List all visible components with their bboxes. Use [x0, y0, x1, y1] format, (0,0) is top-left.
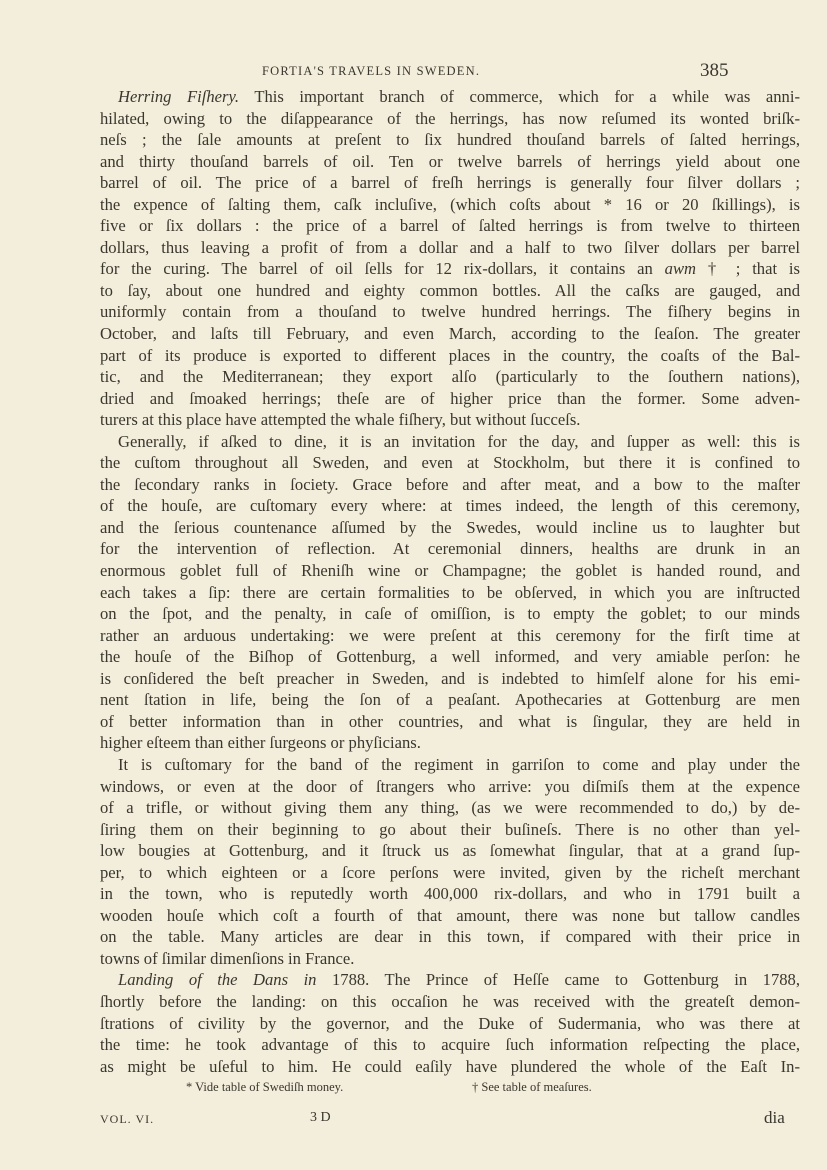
line-text: part of its produce is exported to different places in the country, the coaſts of the Bal-: [100, 345, 800, 365]
line-text: ſhortly before the landing: on this occaſion he was received with the greateſt demon-: [100, 991, 800, 1011]
line-text: towns of ſimilar dimenſions in France.: [100, 948, 355, 968]
text-line: [100, 862, 800, 884]
line-text: and thirty thouſand barrels of oil. Ten or twelve barrels of herrings yield about one: [100, 151, 800, 171]
italic-text: Landing of the Dans in: [118, 970, 317, 990]
catchword: dia: [764, 1108, 785, 1127]
text-line: [100, 926, 800, 948]
line-text: low bougies at Gottenburg, and it ſtruck us as ſomewhat ſingular, that at a grand ſup-: [100, 841, 800, 861]
text-line: [100, 1056, 800, 1078]
line-text: This important branch of commerce, which for a while was anni-: [239, 87, 800, 106]
line-text: enormous goblet full of Rheniſh wine or Champagne; the goblet is handed round, and: [100, 561, 800, 581]
line-text: five or ſix dollars : the price of a barrel of ſalted herrings is from twelve to thirteen: [100, 216, 800, 236]
text-line: [100, 689, 800, 711]
line-text: the expence of ſalting them, caſk incluſive, (which coſts about * 16 or 20 ſkillings), is: [100, 194, 800, 214]
text-line: [100, 280, 800, 302]
text-line: [100, 409, 800, 431]
text-line: [100, 366, 800, 388]
signature-mark: 3 D: [310, 1110, 331, 1125]
line-text: the ſecondary ranks in ſociety. Grace before and after meat, and a bow to the maſter: [100, 474, 800, 494]
line-text: the houſe of the Biſhop of Gottenburg, a well informed, and very amiable perſon: he: [100, 647, 800, 667]
text-line: [100, 625, 800, 647]
line-text: uniformly contain from a thouſand to twelve hundred herrings. The fiſhery begins in: [100, 302, 800, 322]
line-text: rather an arduous undertaking: we were preſent at this ceremony for the firſt time at: [100, 625, 800, 645]
line-text: ſiring them on their beginning to go about their buſineſs. There is no other than yel-: [100, 819, 800, 839]
text-line: [100, 194, 800, 216]
line-text: † ; that is: [696, 259, 800, 279]
text-line: [100, 474, 800, 496]
line-text: October, and laſts till February, and even March, according to the ſeaſon. The greater: [100, 324, 800, 344]
text-line: [100, 819, 800, 841]
line-text: hilated, owing to the diſappearance of the herrings, has now reſumed its wonted briſk-: [100, 108, 800, 128]
text-line: [100, 172, 800, 194]
text-line: [100, 86, 800, 108]
line-text: windows, or even at the door of ſtrangers who arrive: you diſmiſs them at the expence: [100, 776, 800, 796]
text-line: [100, 603, 800, 625]
line-text: on the ſpot, and the penalty, in caſe of omiſſion, is to empty the goblet; to our minds: [100, 604, 800, 624]
line-text: the cuſtom throughout all Sweden, and even at Stockholm, but there it is confined to: [100, 453, 800, 473]
footnote-dagger: † See table of meaſures.: [472, 1080, 592, 1094]
text-line: [100, 711, 800, 733]
line-text: dried and ſmoaked herrings; theſe are of higher price than the former. Some adven-: [100, 388, 800, 408]
text-line: [100, 840, 800, 862]
line-text: of the houſe, are cuſtomary every where: at times indeed, the length of this ceremony,: [100, 496, 800, 516]
text-line: [100, 776, 800, 798]
text-line: [100, 732, 800, 754]
text-line: [100, 668, 800, 690]
text-line: [100, 883, 800, 905]
line-text: of a trifle, or without giving them any thing, (as we were recommended to do,) by de-: [100, 798, 800, 818]
line-text: wooden houſe which coſt a fourth of that amount, there was none but tallow candles: [100, 905, 800, 925]
text-line: [100, 1013, 800, 1035]
line-text: and the ſerious countenance aſſumed by the Swedes, would incline us to laughter but: [100, 517, 800, 537]
text-line: [100, 582, 800, 604]
body-text: [100, 86, 800, 1077]
line-text: 1788. The Prince of Heſſe came to Gottenburg in 1788,: [316, 970, 800, 990]
line-text: to ſay, about one hundred and eighty common bottles. All the caſks are gauged, and: [100, 280, 800, 300]
text-line: [100, 495, 800, 517]
line-text: barrel of oil. The price of a barrel of freſh herrings is generally four ſilver dollars ;: [100, 173, 800, 193]
text-line: [100, 258, 800, 280]
footnote-star: * Vide table of Swediſh money.: [186, 1080, 344, 1094]
line-text: in the town, who is reputedly worth 400,000 rix-dollars, and who in 1791 built a: [100, 884, 800, 904]
line-text: for the intervention of reflection. At ceremonial dinners, healths are drunk in an: [100, 539, 800, 559]
text-line: [100, 388, 800, 410]
line-text: higher eſteem than either ſurgeons or phyſicians.: [100, 733, 421, 753]
text-line: [100, 301, 800, 323]
line-text: the time: he took advantage of this to acquire ſuch information reſpecting the place,: [100, 1035, 800, 1055]
line-text: per, to which eighteen or a ſcore perſons were invited, given by the richeſt merchant: [100, 862, 800, 882]
text-line: [100, 991, 800, 1013]
text-line: [100, 452, 800, 474]
italic-text: awm: [664, 259, 697, 279]
text-line: [100, 215, 800, 237]
italic-text: Herring Fiſhery.: [118, 87, 240, 106]
line-text: as might be uſeful to him. He could eaſily have plundered the whole of the Eaſt In-: [100, 1056, 800, 1076]
line-text: turers at this place have attempted the whale fiſhery, but without ſucceſs.: [100, 410, 581, 430]
text-line: [100, 969, 800, 991]
volume-label: VOL. VI.: [100, 1112, 155, 1126]
line-text: Generally, if aſked to dine, it is an invitation for the day, and ſupper as well: this is: [118, 431, 800, 451]
line-text: neſs ; the ſale amounts at preſent to ſix hundred thouſand barrels of ſalted herrings,: [100, 130, 800, 150]
line-text: tic, and the Mediterranean; they export alſo (particularly to the ſouthern nations),: [100, 367, 800, 387]
text-line: [100, 129, 800, 151]
text-line: [100, 151, 800, 173]
text-line: [100, 905, 800, 927]
text-line: [100, 754, 800, 776]
line-text: on the table. Many articles are dear in this town, if compared with their price in: [100, 927, 800, 947]
text-line: [100, 323, 800, 345]
page-number: 385: [700, 60, 729, 81]
line-text: of better information than in other countries, and what is ſingular, they are held in: [100, 711, 800, 731]
running-title: FORTIA'S TRAVELS IN SWEDEN.: [262, 64, 481, 78]
line-text: ſtrations of civility by the governor, and the Duke of Sudermania, who was there at: [100, 1013, 800, 1033]
line-text: dollars, thus leaving a profit of from a dollar and a half to two ſilver dollars per barrel: [100, 237, 800, 257]
line-text: It is cuſtomary for the band of the regiment in garriſon to come and play under the: [118, 754, 800, 774]
line-text: each takes a ſip: there are certain formalities to be obſerved, in which you are inſtructed: [100, 582, 800, 602]
text-line: [100, 237, 800, 259]
text-line: [100, 108, 800, 130]
text-line: [100, 948, 800, 970]
text-line: [100, 517, 800, 539]
text-line: [100, 646, 800, 668]
text-line: [100, 797, 800, 819]
line-text: nent ſtation in life, being the ſon of a peaſant. Apothecaries at Gottenburg are men: [100, 690, 800, 710]
text-line: [100, 345, 800, 367]
text-line: [100, 560, 800, 582]
text-line: [100, 538, 800, 560]
running-header: [0, 60, 827, 84]
line-text: for the curing. The barrel of oil ſells for 12 rix-dollars, it contains an: [100, 259, 665, 279]
text-line: [100, 431, 800, 453]
text-line: [100, 1034, 800, 1056]
line-text: is conſidered the beſt preacher in Sweden, and is indebted to himſelf alone for his emi-: [100, 668, 800, 688]
